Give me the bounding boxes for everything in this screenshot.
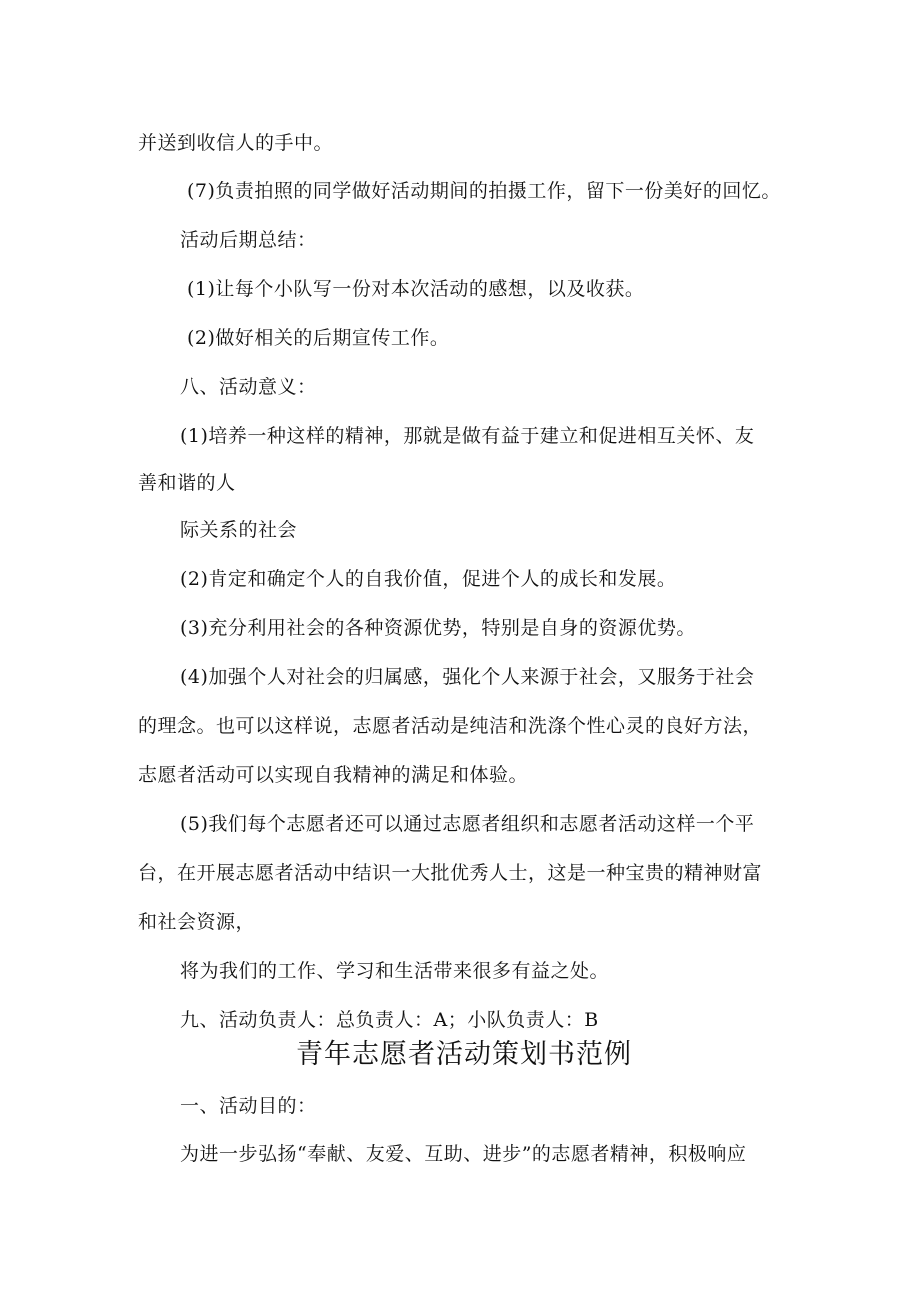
- text-line: 将为我们的工作、学习和生活带来很多有益之处。: [180, 960, 610, 982]
- text-line: (4)加强个人对社会的归属感，强化个人来源于社会，又服务于社会: [180, 666, 755, 688]
- text-line: 和社会资源，: [138, 911, 256, 933]
- text-line: 并送到收信人的手中。: [138, 132, 334, 154]
- section-heading: 八、活动意义：: [180, 376, 317, 398]
- section-heading: 九、活动负责人：总负责人：A；小队负责人：B: [180, 1009, 599, 1031]
- text-line: 善和谐的人: [138, 472, 236, 494]
- text-line: 为进一步弘扬“奉献、友爱、互助、进步”的志愿者精神，积极响应: [180, 1143, 747, 1165]
- text-line: 台，在开展志愿者活动中结识一大批优秀人士，这是一种宝贵的精神财富: [138, 862, 763, 884]
- document-title: 青年志愿者活动策划书范例: [296, 1039, 632, 1070]
- text-line: 志愿者活动可以实现自我精神的满足和体验。: [138, 764, 529, 786]
- text-line: (1)培养一种这样的精神，那就是做有益于建立和促进相互关怀、友: [180, 425, 755, 447]
- text-line: (7)负责拍照的同学做好活动期间的拍摄工作，留下一份美好的回忆。: [187, 180, 781, 202]
- text-line: 际关系的社会: [180, 519, 298, 541]
- text-line: 的理念。也可以这样说，志愿者活动是纯洁和洗涤个性心灵的良好方法，: [138, 715, 763, 737]
- text-line: (5)我们每个志愿者还可以通过志愿者组织和志愿者活动这样一个平: [180, 813, 755, 835]
- text-line: 活动后期总结：: [180, 229, 317, 251]
- text-line: (1)让每个小队写一份对本次活动的感想，以及收获。: [187, 278, 645, 300]
- text-line: (3)充分利用社会的各种资源优势，特别是自身的资源优势。: [180, 617, 696, 639]
- section-heading: 一、活动目的：: [180, 1095, 317, 1117]
- text-line: (2)做好相关的后期宣传工作。: [187, 327, 450, 349]
- text-line: (2)肯定和确定个人的自我价值，促进个人的成长和发展。: [180, 568, 677, 590]
